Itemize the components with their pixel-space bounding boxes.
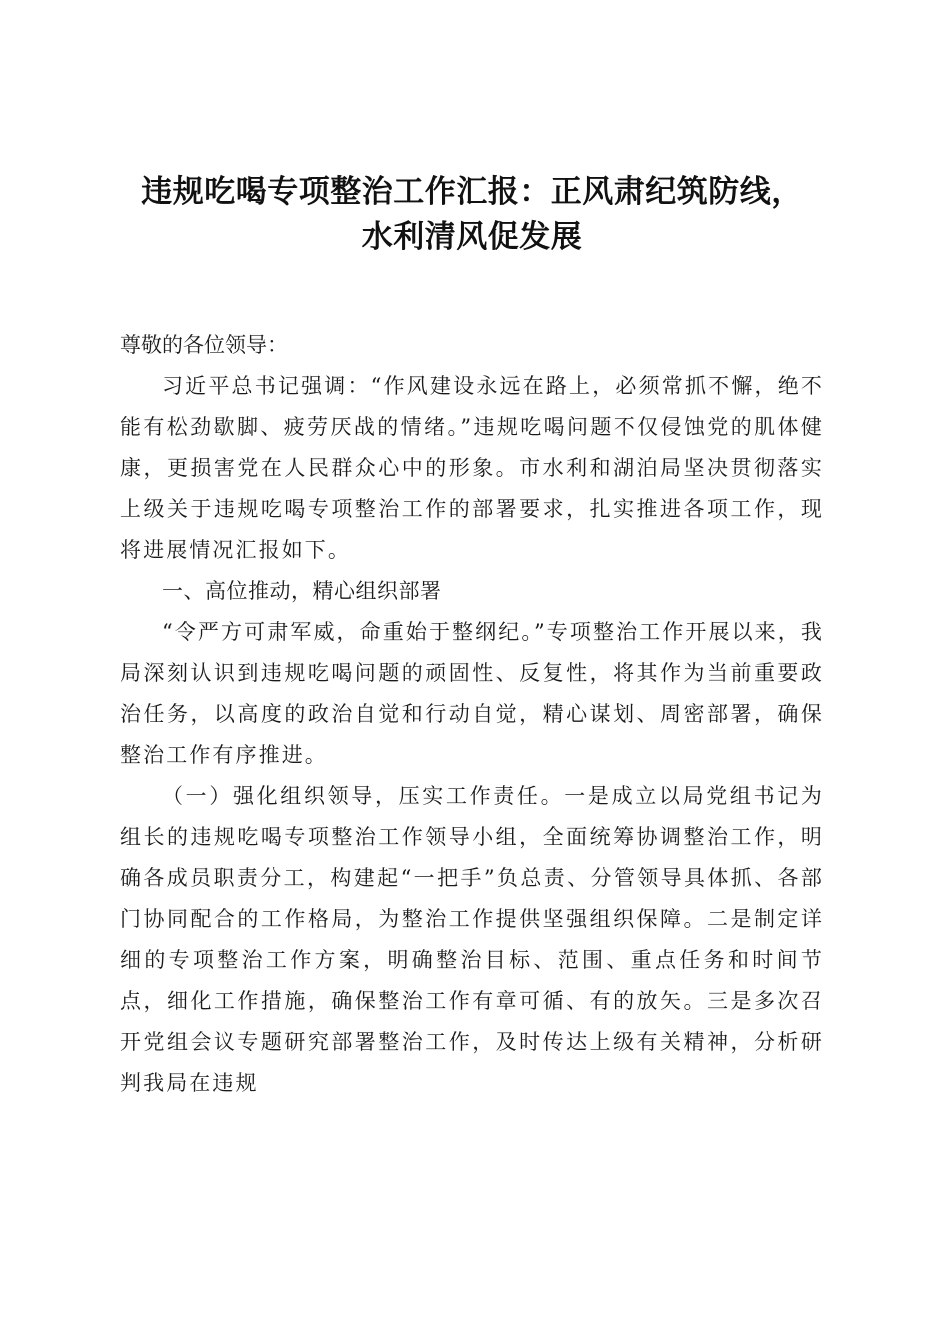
salutation: 尊敬的各位领导： (120, 333, 288, 357)
subsection-1-paragraph (120, 776, 824, 1104)
document-body (120, 366, 824, 1104)
document-page (120, 170, 824, 1095)
section-1-paragraph: “令严方可肃军威，命重始于整纲纪。”专项整治工作开展以来，我局深刻认识到违规吃喝问题的顽固性、反复性，将其作为当前重要政治任务，以高度的政治自觉和行动自觉，精心谋划、周密部署，确保整治工作有序推进。 (120, 620, 824, 767)
subsection-1-title: （一）强化组织领导，压实工作责任。 (162, 784, 565, 808)
section-heading-1: 一、高位推动，精心组织部署 (162, 579, 442, 603)
document-title (120, 170, 824, 260)
subsection-1-body: 一是成立以局党组书记为组长的违规吃喝专项整治工作领导小组，全面统筹协调整治工作，明确各成员职责分工，构建起“一把手”负总责、分管领导具体抓、各部门协同配合的工作格局，为整治工作提供坚强组织保障。二是制定详细的专项整治工作方案，明确整治目标、范围、重点任务和时间节点，细化工作措施，确保整治工作有章可循、有的放矢。三是多次召开党组会议专题研究部署整治工作，及时传达上级有关精神，分析研判我局在违规 (120, 784, 824, 1095)
intro-paragraph: 习近平总书记强调：“作风建设永远在路上，必须常抓不懈，绝不能有松劲歇脚、疲劳厌战的情绪。”违规吃喝问题不仅侵蚀党的肌体健康，更损害党在人民群众心中的形象。市水利和湖泊局坚决贯彻落实上级关于违规吃喝专项整治工作的部署要求，扎实推进各项工作，现将进展情况汇报如下。 (120, 374, 824, 562)
title-line-2: 水利清风促发展 (361, 219, 583, 255)
title-line-1: 违规吃喝专项整治工作汇报：正风肃纪筑防线， (141, 174, 803, 210)
